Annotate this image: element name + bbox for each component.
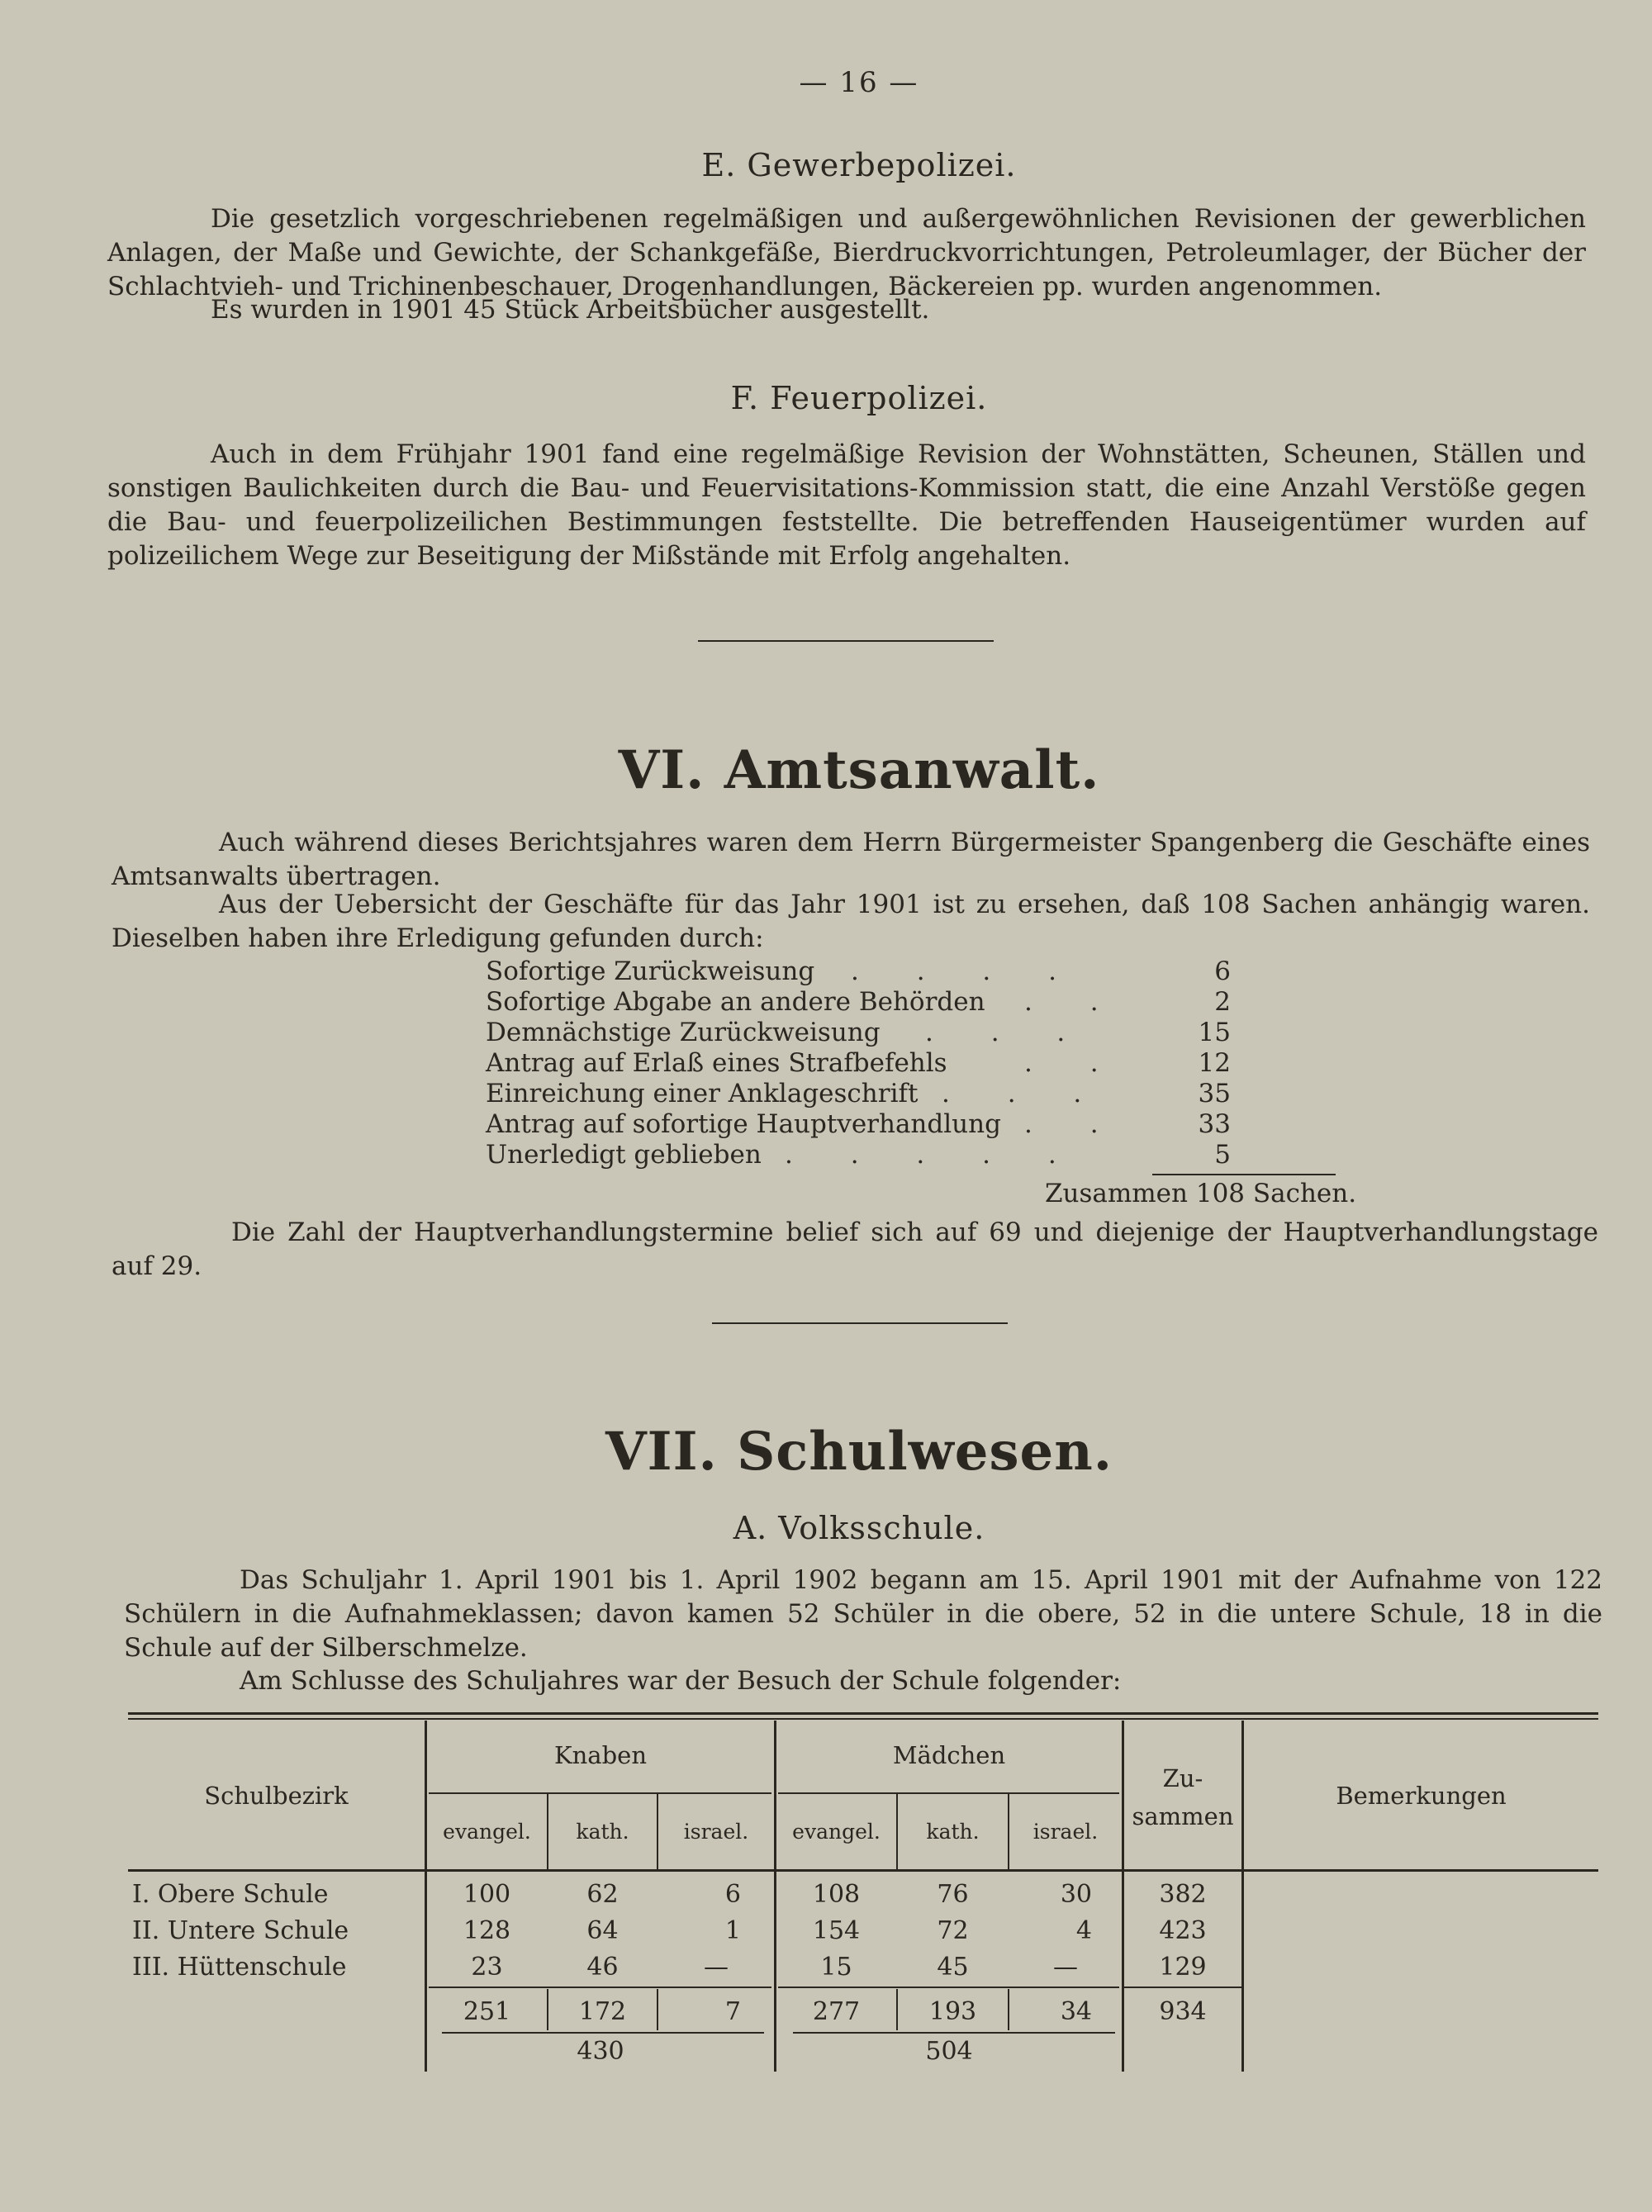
- case-label: Sofortige Zurückweisung: [486, 956, 815, 986]
- cell: —: [1053, 1953, 1078, 1982]
- case-count: 12: [1198, 1048, 1231, 1078]
- section-vii-paragraph: Das Schuljahr 1. April 1901 bis 1. April 1902 begann am 15. April 1901 mit der Aufnahme von 122 Schülern in die Aufnahmeklassen; davon kamen 52 Schüler in die obere, 52 in die untere Schule, 18 in die Schule auf der Silberschmelze.: [124, 1565, 1602, 1663]
- district-name: I. Obere Schule: [132, 1880, 329, 1909]
- district-name: II. Untere Schule: [132, 1916, 349, 1945]
- cell: —: [704, 1953, 729, 1982]
- header-total: Zu- sammen: [1132, 1764, 1234, 1830]
- table-header-rule: [128, 1869, 1598, 1872]
- table-top-rule: [128, 1712, 1598, 1715]
- district-name: III. Hüttenschule: [132, 1953, 347, 1982]
- case-count: 2: [1214, 987, 1231, 1017]
- table-top-rule: [128, 1718, 1598, 1720]
- boys-total: 430: [577, 2037, 624, 2066]
- header-boys: Knaben: [553, 1741, 648, 1769]
- subheader-girls-evangelical: evangel.: [792, 1820, 881, 1844]
- cell: 15: [820, 1953, 852, 1982]
- cell: 62: [586, 1880, 619, 1909]
- section-vi-paragraph-1: Auch während dieses Berichtsjahres waren dem Herrn Bürgermeister Spangenberg die Geschäfte eines Amtsanwalts übertragen.: [112, 828, 1590, 891]
- sum-rule: [1152, 1174, 1336, 1175]
- cell: 23: [471, 1953, 503, 1982]
- row-total: 382: [1159, 1880, 1207, 1909]
- case-count: 35: [1198, 1079, 1231, 1108]
- header-district: Schulbezirk: [204, 1782, 349, 1810]
- sum-cell: 7: [724, 1997, 741, 2026]
- sum-cell: 193: [928, 1997, 977, 2026]
- leader-dots: . .: [1024, 987, 1123, 1017]
- sum-top-rule: [429, 1987, 771, 1988]
- case-label: Einreichung einer Anklageschrift: [486, 1079, 919, 1108]
- leader-dots: . . .: [925, 1018, 1090, 1047]
- cell: 4: [1075, 1916, 1092, 1945]
- subheader-girls-catholic: kath.: [926, 1820, 980, 1844]
- case-label: Antrag auf sofortige Hauptverhandlung: [486, 1109, 1001, 1139]
- section-vii-subtitle: A. Volksschule.: [733, 1510, 985, 1546]
- case-count: 6: [1214, 956, 1231, 986]
- sum-cell: 34: [1060, 1997, 1092, 2026]
- section-e-title: E. Gewerbepolizei.: [701, 147, 1017, 183]
- subheader-girls-jewish: israel.: [1032, 1820, 1099, 1844]
- table-subheader-rule: [429, 1792, 771, 1794]
- cell: 72: [937, 1916, 969, 1945]
- leader-dots: . . . . .: [785, 1140, 1081, 1170]
- group-total-rule: [793, 2032, 1115, 2034]
- case-label: Demnächstige Zurückweisung: [486, 1018, 881, 1047]
- header-girls: Mädchen: [892, 1741, 1006, 1769]
- section-e-paragraph-1: Die gesetzlich vorgeschriebenen regelmäßigen und außergewöhnlichen Revisionen der gewerblichen Anlagen, der Maße und Gewichte, der Schankgefäße, Bierdruckvorrichtungen, Petroleumlager, der Bücher der Schlachtvieh- und Trichinenbeschauer, Drogenhandlungen, Bäckereien pp. wurden angenommen.: [107, 204, 1586, 301]
- cell: 76: [937, 1880, 969, 1909]
- cell: 6: [724, 1880, 741, 1909]
- sum-cell: 172: [578, 1997, 627, 2026]
- grand-total: 934: [1159, 1997, 1207, 2026]
- section-vi-title: VI. Amtsanwalt.: [618, 739, 1100, 801]
- row-total: 423: [1159, 1916, 1207, 1945]
- section-e-paragraph-2: Es wurden in 1901 45 Stück Arbeitsbücher ausgestellt.: [211, 295, 930, 325]
- leader-dots: . .: [1024, 1109, 1123, 1139]
- leader-dots: . .: [1024, 1048, 1123, 1078]
- case-count: 15: [1198, 1018, 1231, 1047]
- cell: 108: [812, 1880, 861, 1909]
- sum-cell: 277: [812, 1997, 861, 2026]
- cell: 64: [586, 1916, 619, 1945]
- girls-total: 504: [925, 2037, 973, 2066]
- sum-top-rule: [778, 1987, 1119, 1988]
- section-vi-closing: Die Zahl der Hauptverhandlungstermine belief sich auf 69 und diejenige der Hauptverhandlungstage auf 29.: [112, 1218, 1598, 1281]
- case-total: Zusammen 108 Sachen.: [1045, 1179, 1357, 1208]
- case-label: Sofortige Abgabe an andere Behörden: [486, 987, 985, 1017]
- section-divider: [712, 1322, 1008, 1324]
- table-subheader-rule: [778, 1792, 1119, 1794]
- case-count: 5: [1214, 1140, 1231, 1170]
- header-remarks: Bemerkungen: [1336, 1782, 1507, 1810]
- subheader-boys-catholic: kath.: [576, 1820, 629, 1844]
- section-divider: [698, 640, 994, 642]
- section-vi-paragraph-2: Aus der Uebersicht der Geschäfte für das Jahr 1901 ist zu ersehen, daß 108 Sachen anhängig waren. Dieselben haben ihre Erledigung gefunden durch:: [112, 890, 1590, 953]
- cell: 154: [812, 1916, 861, 1945]
- cell: 46: [586, 1953, 619, 1982]
- case-label: Antrag auf Erlaß eines Strafbefehls: [486, 1048, 947, 1078]
- row-total: 129: [1159, 1953, 1207, 1982]
- section-f-title: F. Feuerpolizei.: [730, 380, 988, 416]
- cell: 1: [724, 1916, 741, 1945]
- page-number: — 16 —: [799, 66, 919, 99]
- cell: 100: [463, 1880, 511, 1909]
- group-total-rule: [442, 2032, 764, 2034]
- cell: 30: [1060, 1880, 1092, 1909]
- leader-dots: . . .: [942, 1079, 1107, 1108]
- section-f-paragraph: Auch in dem Frühjahr 1901 fand eine regelmäßige Revision der Wohnstätten, Scheunen, Ställen und sonstigen Baulichkeiten durch die Bau- und Feuervisitations-Kommission statt, die eine Anzahl Verstöße gegen die Bau- und feuerpolizeilichen Bestimmungen feststellte. Die betreffenden Hauseigentümer wurden auf polizeilichem Wege zur Beseitigung der Mißstände mit Erfolg angehalten.: [107, 439, 1586, 571]
- cell: 128: [463, 1916, 511, 1945]
- sum-cell: 251: [463, 1997, 511, 2026]
- case-count: 33: [1198, 1109, 1231, 1139]
- subheader-boys-evangelical: evangel.: [443, 1820, 531, 1844]
- section-vii-title: VII. Schulwesen.: [605, 1421, 1113, 1483]
- leader-dots: . . . .: [851, 956, 1081, 986]
- section-vii-intro: Am Schlusse des Schuljahres war der Besuch der Schule folgender:: [240, 1666, 1122, 1696]
- cell: 45: [937, 1953, 969, 1982]
- table-column-line: [1241, 1721, 1244, 2072]
- case-label: Unerledigt geblieben: [486, 1140, 762, 1170]
- subheader-boys-jewish: israel.: [683, 1820, 749, 1844]
- sum-top-rule: [1124, 1987, 1241, 1988]
